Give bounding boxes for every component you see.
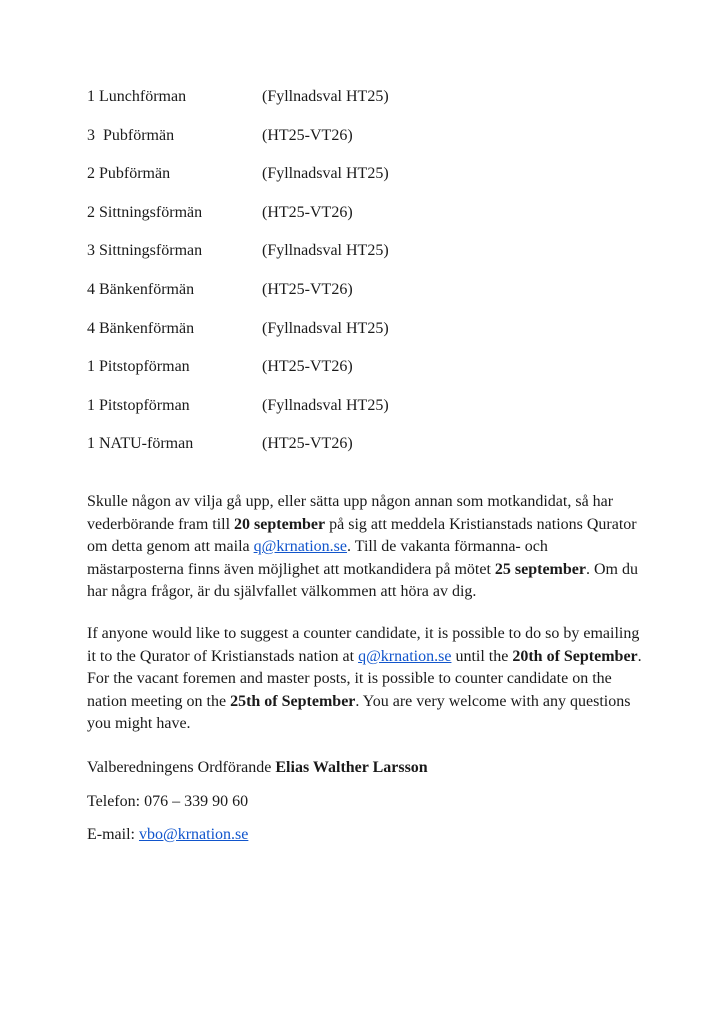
position-entry <box>87 88 389 106</box>
position-row <box>87 281 389 320</box>
position-entry <box>87 242 389 260</box>
position-term: (HT25-VT26) <box>262 280 353 298</box>
swedish-text: på sig att meddela Kristianstads nations Qurator om detta genom att maila <box>87 515 637 556</box>
position-entry <box>87 165 389 183</box>
qurator-email-link[interactable]: q@krnation.se <box>358 647 452 665</box>
swedish-deadline: 20 september <box>234 515 326 533</box>
position-name: 2 Sittningsförmän <box>87 203 203 221</box>
position-term: (Fyllnadsval HT25) <box>262 88 389 105</box>
chair-name: Elias Walther Larsson <box>275 759 428 776</box>
position-row <box>87 88 389 127</box>
position-entry <box>87 320 389 338</box>
position-name: 4 Bänkenförmän <box>87 280 195 298</box>
positions-list <box>87 88 389 474</box>
position-entry <box>87 358 353 376</box>
position-row <box>87 320 389 359</box>
english-text: . You are very welcome with any questions you might have. <box>87 692 631 733</box>
english-paragraph <box>87 623 647 736</box>
position-term: (Fyllnadsval HT25) <box>262 242 389 260</box>
position-entry <box>87 127 353 145</box>
position-term: (HT25-VT26) <box>262 358 353 376</box>
position-term: (Fyllnadsval HT25) <box>262 165 389 183</box>
position-name: 1 Lunchförman <box>87 88 187 105</box>
position-row <box>87 397 389 436</box>
english-text: If anyone would like to suggest a counter candidate, it is possible to do so by emailing it to the Qurator of Kristianstads nation at <box>87 625 640 665</box>
swedish-text: . Om du har några frågor, är du självfallet välkommen att höra av dig. <box>87 560 638 601</box>
vbo-email-link[interactable]: vbo@krnation.se <box>138 826 249 843</box>
phone-line: Telefon: 076 – 339 90 60 <box>87 793 249 810</box>
position-term: (Fyllnadsval HT25) <box>262 319 389 337</box>
position-row <box>87 358 389 397</box>
position-entry <box>87 204 353 222</box>
position-row <box>87 435 389 474</box>
position-row <box>87 242 389 281</box>
chair-label: Valberedningens Ordförande <box>87 759 276 776</box>
position-name: 4 Bänkenförmän <box>87 319 195 337</box>
email-label: E-mail: <box>87 826 139 843</box>
position-name: 2 Pubförmän <box>87 165 171 183</box>
position-entry <box>87 435 353 453</box>
swedish-text: . Till de vakanta förmanna- och mästarposterna finns även möjlighet att motkandidera på mötet <box>87 538 548 578</box>
english-deadline: 20th of September <box>512 647 638 665</box>
english-text: . For the vacant foremen and master posts, it is possible to counter candidate on the nation meeting on the <box>87 647 642 710</box>
position-row <box>87 165 389 204</box>
email-line <box>87 824 248 846</box>
position-name: 1 NATU-förman <box>87 435 194 453</box>
position-row <box>87 204 389 243</box>
position-row <box>87 127 389 166</box>
position-term: (HT25-VT26) <box>262 126 353 144</box>
position-entry <box>87 397 389 415</box>
position-term: (HT25-VT26) <box>262 203 353 221</box>
position-name: 1 Pitstopförman <box>87 396 190 414</box>
qurator-email-link[interactable]: q@krnation.se <box>253 538 348 556</box>
english-meeting-date: 25th of September <box>230 692 356 710</box>
swedish-text: Skulle någon av vilja gå upp, eller sätta upp någon annan som motkandidat, så har vederbörande fram till <box>87 493 614 533</box>
swedish-paragraph <box>87 491 647 604</box>
position-name: 1 Pitstopförman <box>87 358 190 376</box>
position-name: 3 Pubförmän <box>87 126 175 144</box>
chair-line <box>87 757 428 779</box>
english-text: until the <box>451 647 513 665</box>
swedish-meeting-date: 25 september <box>494 560 586 578</box>
position-term: (HT25-VT26) <box>262 435 353 453</box>
position-name: 3 Sittningsförman <box>87 242 203 260</box>
position-entry <box>87 281 353 299</box>
position-term: (Fyllnadsval HT25) <box>262 396 389 414</box>
